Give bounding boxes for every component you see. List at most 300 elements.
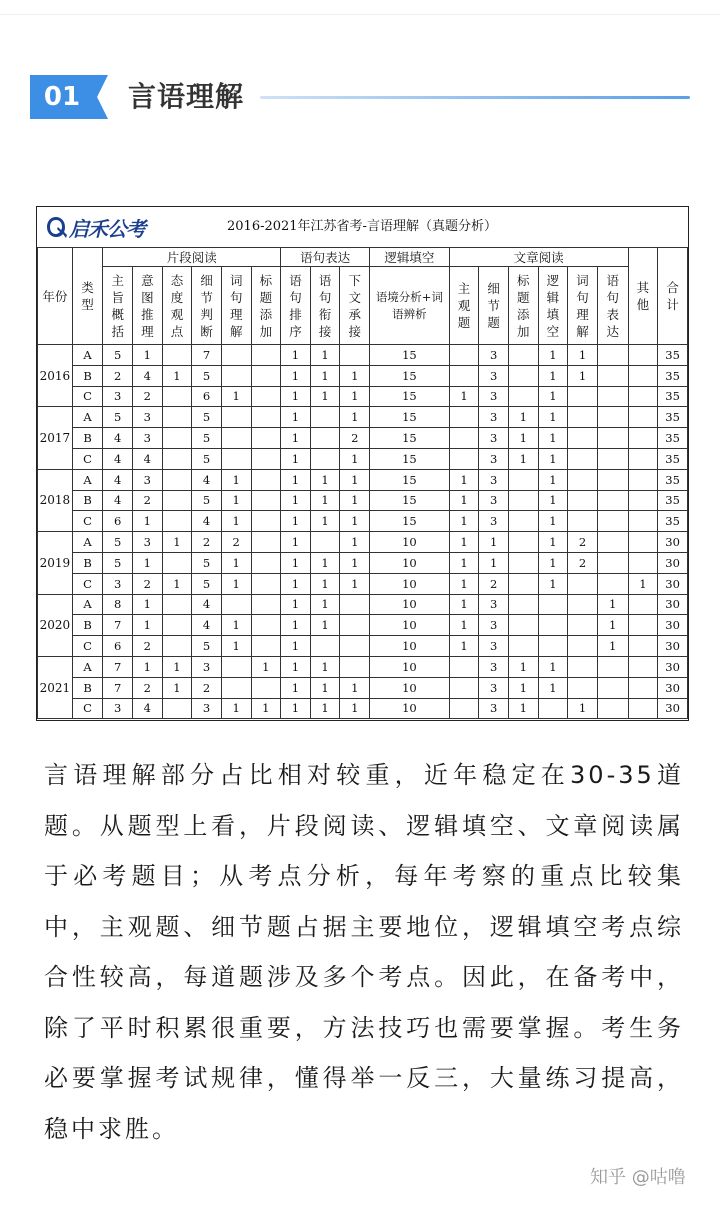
table-cell: 1 bbox=[538, 656, 568, 677]
table-cell: 7 bbox=[103, 615, 133, 636]
col-other: 其他 bbox=[628, 248, 658, 345]
table-cell bbox=[597, 365, 628, 386]
table-cell bbox=[509, 365, 539, 386]
table-cell: 4 bbox=[133, 448, 163, 469]
table-cell bbox=[538, 615, 568, 636]
table-cell: 4 bbox=[133, 365, 163, 386]
table-cell bbox=[251, 386, 281, 407]
table-cell: 4 bbox=[133, 698, 163, 719]
type-cell: C bbox=[72, 448, 103, 469]
table-cell bbox=[597, 448, 628, 469]
type-cell: A bbox=[72, 407, 103, 428]
table-cell: 3 bbox=[479, 511, 509, 532]
summary-paragraph: 言语理解部分占比相对较重，近年稳定在30-35道题。从题型上看，片段阅读、逻辑填空、文章阅读属于必考题目；从考点分析，每年考察的重点比较集中，主观题、细节题占据主要地位，逻辑填空考点综合性较高，每道题涉及多个考点。因此，在备考中，除了平时积累很重要，方法技巧也需要掌握。考生务必要掌握考试规律，懂得举一反三，大量练习提高，稳中求胜。 bbox=[44, 761, 684, 1143]
table-cell: 15 bbox=[370, 386, 450, 407]
table-row bbox=[38, 511, 688, 532]
table-cell bbox=[628, 365, 658, 386]
table-cell: 3 bbox=[479, 365, 509, 386]
table-cell bbox=[340, 615, 370, 636]
table-cell bbox=[251, 490, 281, 511]
table-cell: 1 bbox=[281, 386, 311, 407]
table-header-bar bbox=[37, 207, 688, 248]
table-cell bbox=[221, 428, 251, 449]
table-cell: 1 bbox=[628, 573, 658, 594]
table-cell: 15 bbox=[370, 345, 450, 366]
table-cell: 1 bbox=[340, 386, 370, 407]
table-cell: 5 bbox=[192, 448, 222, 469]
table-row bbox=[38, 615, 688, 636]
table-cell: 10 bbox=[370, 698, 450, 719]
table-cell: 3 bbox=[479, 656, 509, 677]
table-cell bbox=[568, 511, 598, 532]
table-cell: 1 bbox=[310, 345, 340, 366]
table-cell bbox=[340, 345, 370, 366]
table-cell bbox=[509, 573, 539, 594]
table-cell: 3 bbox=[103, 386, 133, 407]
table-cell: 2 bbox=[340, 428, 370, 449]
table-cell: 1 bbox=[281, 573, 311, 594]
table-cell bbox=[340, 594, 370, 615]
col-header: 逻辑填空 bbox=[538, 267, 568, 345]
col-header: 标题添加 bbox=[509, 267, 539, 345]
col-header: 标题添加 bbox=[251, 267, 281, 345]
table-row bbox=[38, 698, 688, 719]
table-cell: 1 bbox=[221, 386, 251, 407]
table-cell: 30 bbox=[658, 594, 688, 615]
table-cell: 1 bbox=[310, 552, 340, 573]
table-cell bbox=[628, 594, 658, 615]
table-cell: 30 bbox=[658, 698, 688, 719]
table-cell: 1 bbox=[133, 511, 163, 532]
year-cell: 2020 bbox=[38, 594, 73, 656]
table-cell bbox=[251, 407, 281, 428]
table-cell: 1 bbox=[133, 656, 163, 677]
table-cell: 3 bbox=[479, 698, 509, 719]
table-cell: 4 bbox=[192, 511, 222, 532]
table-cell bbox=[251, 594, 281, 615]
table-cell: 1 bbox=[310, 365, 340, 386]
table-cell: 6 bbox=[103, 636, 133, 657]
table-cell bbox=[509, 345, 539, 366]
col-header: 语句衔接 bbox=[310, 267, 340, 345]
table-cell: 1 bbox=[538, 469, 568, 490]
table-cell bbox=[162, 407, 192, 428]
type-cell: B bbox=[72, 428, 103, 449]
table-cell: 35 bbox=[658, 365, 688, 386]
table-cell: 2 bbox=[479, 573, 509, 594]
table-cell bbox=[449, 656, 479, 677]
year-cell: 2016 bbox=[38, 345, 73, 407]
table-cell bbox=[597, 532, 628, 553]
table-cell bbox=[162, 448, 192, 469]
section-underline bbox=[260, 96, 690, 99]
table-cell: 5 bbox=[192, 490, 222, 511]
table-cell: 10 bbox=[370, 594, 450, 615]
table-cell: 1 bbox=[251, 656, 281, 677]
table-cell: 4 bbox=[192, 594, 222, 615]
year-cell: 2021 bbox=[38, 656, 73, 718]
table-cell: 1 bbox=[310, 594, 340, 615]
table-cell: 7 bbox=[103, 677, 133, 698]
table-cell: 10 bbox=[370, 615, 450, 636]
table-cell: 3 bbox=[133, 532, 163, 553]
data-table bbox=[37, 247, 688, 719]
table-cell: 15 bbox=[370, 407, 450, 428]
table-cell: 5 bbox=[103, 407, 133, 428]
table-cell: 3 bbox=[479, 594, 509, 615]
table-cell: 1 bbox=[538, 386, 568, 407]
table-cell: 1 bbox=[221, 615, 251, 636]
table-cell: 1 bbox=[538, 552, 568, 573]
type-cell: C bbox=[72, 636, 103, 657]
table-cell: 10 bbox=[370, 636, 450, 657]
type-cell: C bbox=[72, 698, 103, 719]
table-cell: 2 bbox=[133, 490, 163, 511]
table-cell bbox=[597, 552, 628, 573]
table-cell: 35 bbox=[658, 386, 688, 407]
col-header: 词句理解 bbox=[221, 267, 251, 345]
col-header: 主观题 bbox=[449, 267, 479, 345]
table-cell bbox=[628, 386, 658, 407]
table-cell: 1 bbox=[162, 677, 192, 698]
table-cell: 5 bbox=[192, 365, 222, 386]
table-cell bbox=[538, 698, 568, 719]
type-cell: B bbox=[72, 677, 103, 698]
table-row bbox=[38, 407, 688, 428]
table-cell: 30 bbox=[658, 656, 688, 677]
table-cell: 2 bbox=[133, 636, 163, 657]
table-cell: 15 bbox=[370, 511, 450, 532]
table-cell bbox=[340, 636, 370, 657]
table-cell bbox=[251, 365, 281, 386]
table-cell bbox=[162, 698, 192, 719]
table-cell: 4 bbox=[103, 469, 133, 490]
table-cell: 1 bbox=[597, 615, 628, 636]
table-cell: 1 bbox=[310, 469, 340, 490]
table-cell: 1 bbox=[538, 511, 568, 532]
table-cell bbox=[568, 448, 598, 469]
table-cell bbox=[310, 448, 340, 469]
table-cell: 1 bbox=[479, 552, 509, 573]
table-cell: 15 bbox=[370, 469, 450, 490]
table-cell bbox=[509, 511, 539, 532]
table-row bbox=[38, 345, 688, 366]
table-cell: 1 bbox=[538, 407, 568, 428]
table-cell: 1 bbox=[221, 698, 251, 719]
type-cell: C bbox=[72, 386, 103, 407]
col-total: 合计 bbox=[658, 248, 688, 345]
table-cell: 1 bbox=[133, 615, 163, 636]
table-cell: 1 bbox=[162, 656, 192, 677]
table-cell bbox=[597, 386, 628, 407]
table-title: 2016-2021年江苏省考-言语理解（真题分析） bbox=[227, 219, 497, 234]
brand-logo bbox=[45, 213, 145, 241]
table-cell: 35 bbox=[658, 511, 688, 532]
table-cell bbox=[628, 448, 658, 469]
table-cell: 4 bbox=[192, 469, 222, 490]
table-row bbox=[38, 677, 688, 698]
table-cell bbox=[597, 677, 628, 698]
table-cell: 2 bbox=[133, 677, 163, 698]
table-cell bbox=[221, 407, 251, 428]
table-cell: 1 bbox=[568, 345, 598, 366]
table-cell bbox=[568, 428, 598, 449]
table-cell: 5 bbox=[192, 428, 222, 449]
table-cell: 3 bbox=[479, 636, 509, 657]
table-cell: 1 bbox=[251, 698, 281, 719]
table-cell: 1 bbox=[162, 365, 192, 386]
table-cell: 1 bbox=[568, 698, 598, 719]
section-header bbox=[30, 75, 690, 119]
table-cell: 2 bbox=[568, 532, 598, 553]
table-row bbox=[38, 636, 688, 657]
table-cell: 15 bbox=[370, 448, 450, 469]
table-cell: 1 bbox=[281, 636, 311, 657]
table-cell: 30 bbox=[658, 532, 688, 553]
table-cell: 6 bbox=[103, 511, 133, 532]
table-cell: 35 bbox=[658, 428, 688, 449]
table-cell bbox=[221, 677, 251, 698]
table-cell bbox=[221, 594, 251, 615]
table-cell bbox=[162, 428, 192, 449]
table-cell: 1 bbox=[449, 615, 479, 636]
table-cell: 30 bbox=[658, 636, 688, 657]
table-cell: 1 bbox=[340, 552, 370, 573]
table-cell: 3 bbox=[479, 677, 509, 698]
table-cell bbox=[449, 698, 479, 719]
table-cell: 35 bbox=[658, 469, 688, 490]
group-yuju: 语句表达 bbox=[281, 248, 370, 267]
table-cell bbox=[221, 365, 251, 386]
table-cell: 1 bbox=[597, 636, 628, 657]
table-cell bbox=[597, 428, 628, 449]
table-cell: 1 bbox=[281, 345, 311, 366]
table-cell bbox=[568, 469, 598, 490]
col-year: 年份 bbox=[38, 248, 73, 345]
type-cell: A bbox=[72, 656, 103, 677]
table-cell: 3 bbox=[103, 698, 133, 719]
table-cell: 15 bbox=[370, 365, 450, 386]
table-cell: 2 bbox=[133, 386, 163, 407]
table-cell bbox=[162, 594, 192, 615]
table-cell: 1 bbox=[221, 511, 251, 532]
table-cell bbox=[162, 469, 192, 490]
col-header: 词句理解 bbox=[568, 267, 598, 345]
table-cell bbox=[449, 448, 479, 469]
table-cell: 1 bbox=[538, 573, 568, 594]
table-cell: 2 bbox=[103, 365, 133, 386]
table-cell: 1 bbox=[449, 552, 479, 573]
table-row bbox=[38, 386, 688, 407]
table-cell: 3 bbox=[479, 448, 509, 469]
table-cell: 1 bbox=[340, 407, 370, 428]
table-cell: 1 bbox=[449, 490, 479, 511]
table-cell bbox=[509, 552, 539, 573]
table-cell: 5 bbox=[103, 345, 133, 366]
table-cell: 1 bbox=[568, 365, 598, 386]
table-cell: 35 bbox=[658, 407, 688, 428]
table-cell bbox=[628, 511, 658, 532]
table-cell: 10 bbox=[370, 573, 450, 594]
table-cell: 1 bbox=[340, 698, 370, 719]
table-cell bbox=[628, 428, 658, 449]
table-cell bbox=[509, 490, 539, 511]
table-cell bbox=[310, 636, 340, 657]
table-cell: 1 bbox=[281, 428, 311, 449]
table-cell bbox=[251, 677, 281, 698]
top-divider bbox=[0, 14, 720, 15]
year-cell: 2018 bbox=[38, 469, 73, 531]
table-cell: 10 bbox=[370, 656, 450, 677]
table-cell: 3 bbox=[133, 407, 163, 428]
col-header: 主旨概括 bbox=[103, 267, 133, 345]
table-cell: 1 bbox=[281, 511, 311, 532]
table-cell bbox=[251, 636, 281, 657]
table-row bbox=[38, 428, 688, 449]
table-cell: 1 bbox=[281, 615, 311, 636]
table-cell bbox=[628, 407, 658, 428]
table-cell: 1 bbox=[310, 615, 340, 636]
table-cell: 1 bbox=[509, 448, 539, 469]
table-cell bbox=[628, 490, 658, 511]
table-cell: 1 bbox=[449, 573, 479, 594]
table-cell: 1 bbox=[449, 636, 479, 657]
table-row bbox=[38, 656, 688, 677]
table-cell bbox=[538, 594, 568, 615]
table-cell: 1 bbox=[340, 511, 370, 532]
table-cell bbox=[251, 552, 281, 573]
table-cell bbox=[509, 615, 539, 636]
table-cell: 1 bbox=[133, 552, 163, 573]
table-cell bbox=[628, 469, 658, 490]
table-cell: 1 bbox=[509, 407, 539, 428]
table-cell: 4 bbox=[192, 615, 222, 636]
table-cell bbox=[340, 656, 370, 677]
table-cell bbox=[251, 615, 281, 636]
table-row bbox=[38, 532, 688, 553]
table-cell: 1 bbox=[162, 532, 192, 553]
table-cell: 4 bbox=[103, 428, 133, 449]
table-cell: 1 bbox=[340, 532, 370, 553]
table-cell: 15 bbox=[370, 490, 450, 511]
table-cell bbox=[251, 345, 281, 366]
table-cell: 1 bbox=[340, 469, 370, 490]
table-cell: 5 bbox=[103, 552, 133, 573]
table-cell: 8 bbox=[103, 594, 133, 615]
table-cell bbox=[628, 677, 658, 698]
table-cell bbox=[597, 698, 628, 719]
table-cell: 1 bbox=[221, 490, 251, 511]
table-cell: 1 bbox=[281, 407, 311, 428]
table-cell: 30 bbox=[658, 677, 688, 698]
table-cell bbox=[162, 490, 192, 511]
table-cell: 3 bbox=[103, 573, 133, 594]
table-cell bbox=[449, 365, 479, 386]
table-cell bbox=[628, 552, 658, 573]
table-cell bbox=[568, 615, 598, 636]
table-cell: 1 bbox=[538, 490, 568, 511]
group-wenzhang: 文章阅读 bbox=[449, 248, 628, 267]
type-cell: A bbox=[72, 594, 103, 615]
type-cell: B bbox=[72, 615, 103, 636]
table-cell: 1 bbox=[221, 552, 251, 573]
table-cell: 1 bbox=[221, 469, 251, 490]
table-cell bbox=[449, 677, 479, 698]
table-cell bbox=[568, 407, 598, 428]
year-cell: 2019 bbox=[38, 532, 73, 594]
table-cell: 1 bbox=[281, 532, 311, 553]
table-cell: 1 bbox=[281, 594, 311, 615]
table-cell bbox=[251, 573, 281, 594]
type-cell: A bbox=[72, 469, 103, 490]
table-cell: 3 bbox=[133, 428, 163, 449]
table-cell: 1 bbox=[162, 573, 192, 594]
table-cell: 4 bbox=[103, 490, 133, 511]
table-cell bbox=[597, 345, 628, 366]
table-cell: 15 bbox=[370, 428, 450, 449]
logo-text: 启禾公考 bbox=[69, 216, 145, 241]
group-pianduan: 片段阅读 bbox=[103, 248, 281, 267]
type-cell: A bbox=[72, 532, 103, 553]
table-cell: 3 bbox=[479, 428, 509, 449]
table-cell: 1 bbox=[281, 490, 311, 511]
table-cell bbox=[162, 552, 192, 573]
table-cell bbox=[251, 428, 281, 449]
table-cell: 1 bbox=[281, 552, 311, 573]
table-cell: 1 bbox=[449, 532, 479, 553]
table-row bbox=[38, 490, 688, 511]
table-cell: 3 bbox=[192, 656, 222, 677]
table-cell: 35 bbox=[658, 345, 688, 366]
table-cell bbox=[509, 386, 539, 407]
type-cell: B bbox=[72, 365, 103, 386]
table-cell: 1 bbox=[538, 677, 568, 698]
table-cell: 3 bbox=[479, 386, 509, 407]
table-cell: 5 bbox=[192, 636, 222, 657]
table-cell bbox=[597, 490, 628, 511]
table-cell: 1 bbox=[281, 698, 311, 719]
table-row bbox=[38, 552, 688, 573]
table-row bbox=[38, 448, 688, 469]
table-cell bbox=[568, 677, 598, 698]
table-cell: 3 bbox=[133, 469, 163, 490]
table-row bbox=[38, 469, 688, 490]
table-cell: 1 bbox=[340, 365, 370, 386]
table-cell: 1 bbox=[340, 573, 370, 594]
table-cell bbox=[597, 573, 628, 594]
table-cell: 3 bbox=[479, 345, 509, 366]
logo-icon bbox=[45, 215, 67, 239]
table-cell: 1 bbox=[449, 594, 479, 615]
table-cell: 5 bbox=[192, 407, 222, 428]
table-cell: 1 bbox=[449, 386, 479, 407]
type-cell: C bbox=[72, 573, 103, 594]
table-cell: 1 bbox=[509, 428, 539, 449]
table-cell bbox=[597, 469, 628, 490]
type-cell: B bbox=[72, 490, 103, 511]
table-cell: 1 bbox=[340, 448, 370, 469]
analysis-table-image bbox=[36, 206, 689, 721]
section-number: 01 bbox=[43, 82, 81, 112]
col-header: 细节判断 bbox=[192, 267, 222, 345]
table-cell: 1 bbox=[310, 386, 340, 407]
table-cell bbox=[538, 636, 568, 657]
table-cell: 1 bbox=[281, 656, 311, 677]
table-cell bbox=[221, 656, 251, 677]
table-cell: 2 bbox=[133, 573, 163, 594]
table-cell bbox=[162, 511, 192, 532]
table-cell bbox=[251, 532, 281, 553]
